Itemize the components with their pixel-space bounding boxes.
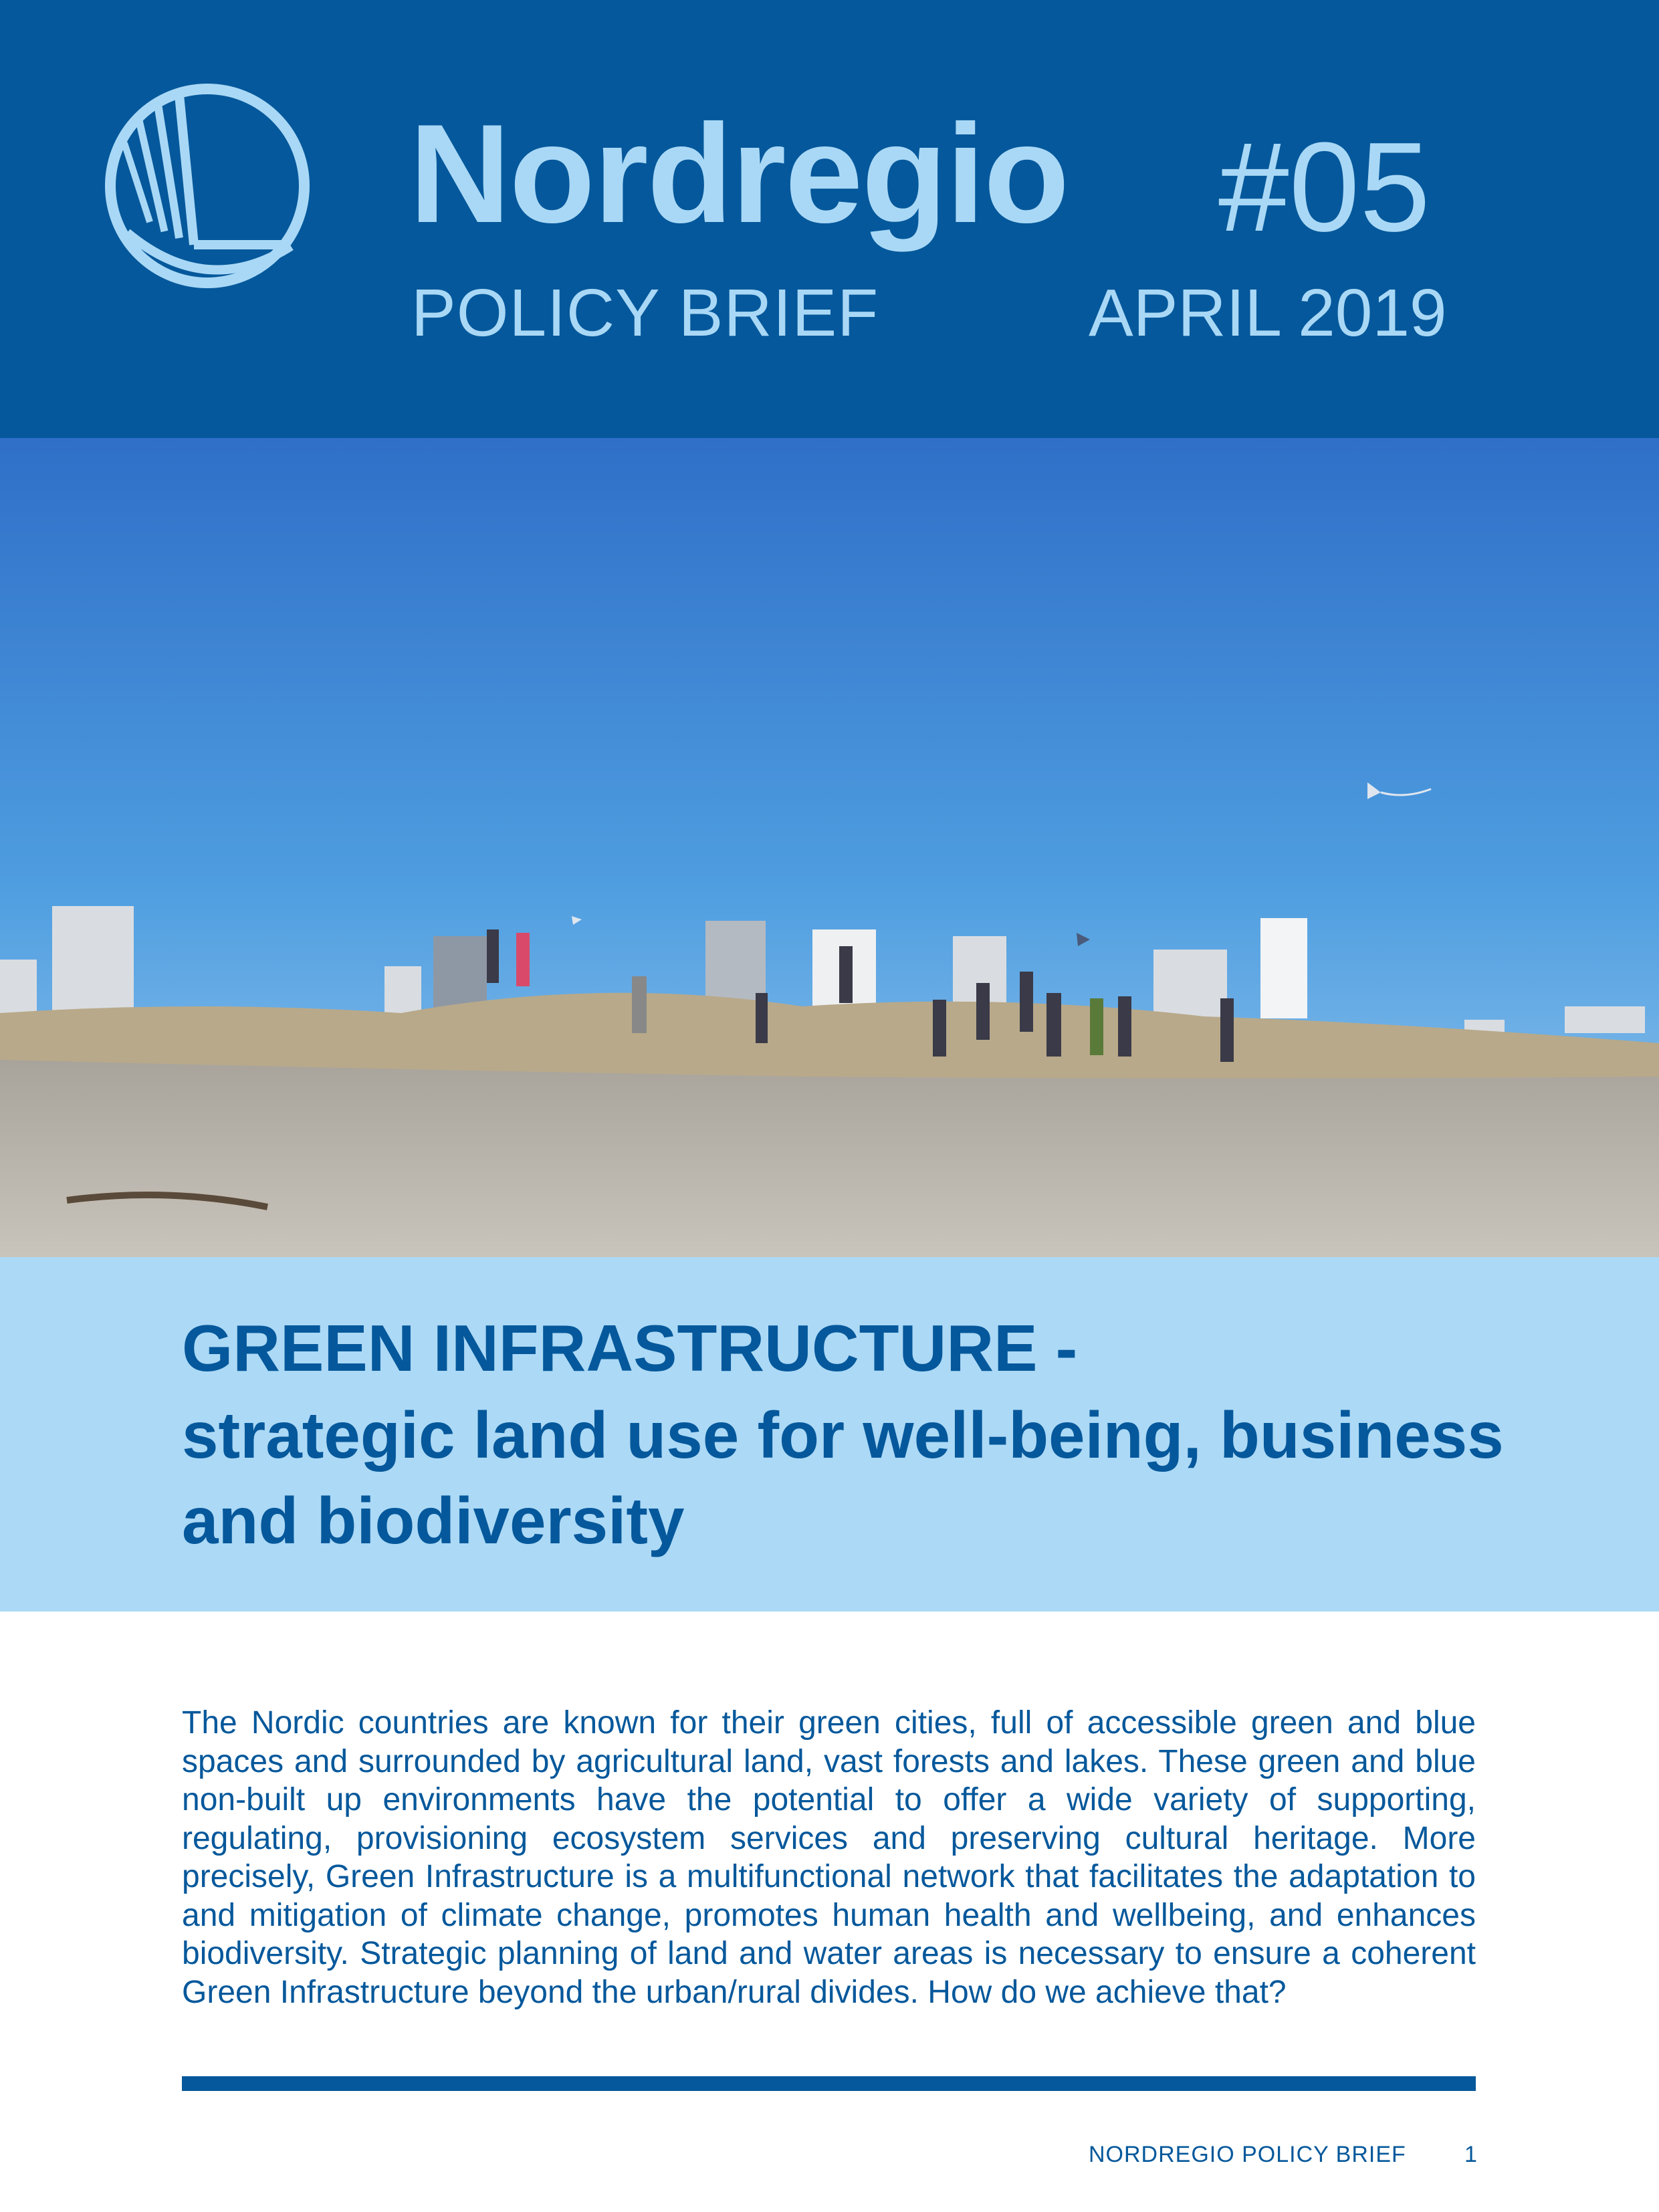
issue-date: APRIL 2019 bbox=[1089, 275, 1447, 350]
header-banner bbox=[0, 0, 1659, 438]
footer-label: NORDREGIO POLICY BRIEF bbox=[1089, 2142, 1406, 2167]
document-title: GREEN INFRASTRUCTURE - bbox=[182, 1311, 1078, 1385]
series-label: POLICY BRIEF bbox=[411, 275, 879, 350]
beach-kites-photo-icon bbox=[0, 438, 1659, 1257]
page-number: 1 bbox=[1464, 2142, 1477, 2167]
divider-rule bbox=[182, 2076, 1476, 2091]
issue-number: #05 bbox=[1218, 116, 1431, 258]
brand-name: Nordregio bbox=[409, 95, 1069, 252]
cover-photo bbox=[0, 438, 1659, 1257]
nordregio-swan-logo-icon bbox=[100, 79, 314, 293]
document-subtitle: strategic land use for well-being, business and biodiversity bbox=[182, 1398, 1504, 1557]
intro-paragraph: The Nordic countries are known for their green cities, full of accessible green and blue spaces and surrounded by agricultural land, vast forests and lakes. These green and blue non-built up environments have the potential to offer a wide variety of supporting, regulating, provisioning ecosystem services and preserving cultural heritage. More precisely, Green Infrastructure is a multifunctional network that facilitates the adaptation to and mitigation of climate change, promotes human health and wellbeing, and enhances biodiversity. Strategic planning of land and water areas is necessary to ensure a coherent Green Infrastructure beyond the urban/rural divides. How do we achieve that? bbox=[182, 1705, 1476, 2010]
